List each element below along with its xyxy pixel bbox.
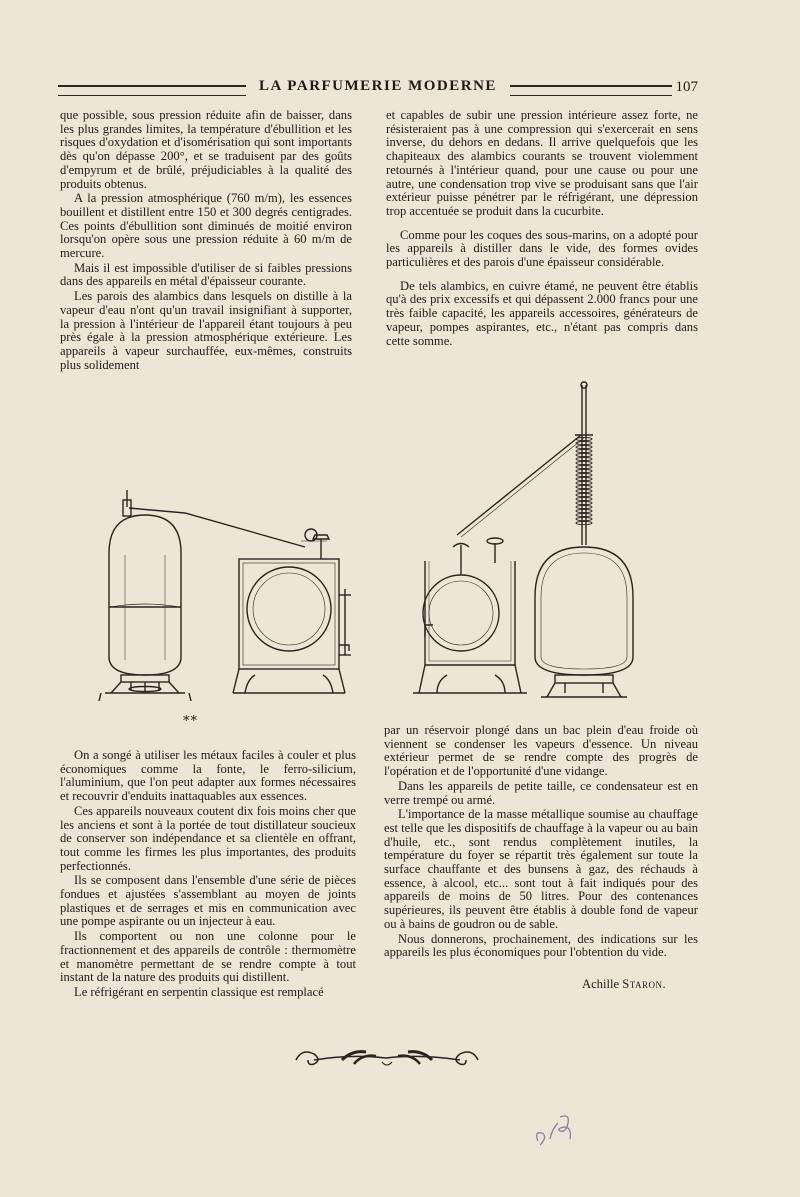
paragraph: On a songé à utiliser les métaux faciles à couler et plus économiques comme la fonte, le ferro-silicium, l'aluminium, que l'on peut adapter aux formes nécessaires et recouvrir d'enduits inattaquables aux essences. (60, 748, 356, 804)
fleuron-ornament (292, 1038, 482, 1078)
paragraph: De tels alambics, en cuivre étamé, ne peuvent être établis qu'à des prix excessifs et qui dépassent 2.000 francs pour une très faible capacité, les appareils accessoires, générateurs de vapeur, pompes aspirantes, etc., n'étant pas compris dans cette somme. (386, 278, 698, 348)
column-coil-ring (576, 513, 592, 516)
column-coil-ring (576, 493, 592, 496)
paragraph: Dans les appareils de petite taille, ce condensateur est en verre trempé ou armé. (384, 778, 698, 807)
column-coil-ring (576, 517, 592, 520)
column-coil-ring (576, 501, 592, 504)
column-coil-ring (576, 497, 592, 500)
paragraph: que possible, sous pression réduite afin de baisser, dans les plus grandes limites, la température d'ébullition et les risques d'oxydation et d'isomérisation qui sont importants dès qu'on dépasse 200°, et se traduisent par des goûts d'empyrum et de brûlé, préjudiciables à la qualité des produits obtenus. (60, 108, 352, 191)
column-coil-ring (576, 509, 592, 512)
paragraph: Comme pour les coques des sous-marins, on a adopté pour les appareils à distiller dans le vide, des formes ovides particulières et des parois d'une épaisseur considérable. (386, 227, 698, 270)
column-coil-ring (576, 441, 592, 444)
column-coil-ring (576, 505, 592, 508)
column-coil-ring (576, 465, 592, 468)
paragraph: Les parois des alambics dans lesquels on distille à la vapeur d'eau n'ont qu'un travail insignifiant à supporter, la pression à l'intérieur de l'appareil étant toujours à peu près égale à la pression atmosphérique extérieure. Les appareils à vapeur surchauffée, eux-mêmes, construits plus solidement (60, 289, 352, 372)
column-coil-ring (576, 485, 592, 488)
column-coil-ring (576, 477, 592, 480)
journal-title: LA PARFUMERIE MODERNE (259, 78, 497, 94)
handwritten-pencil-mark (530, 1105, 580, 1155)
paragraph: L'importance de la masse métallique soumise au chauffage est telle que les dispositifs de chauffage à la vapeur ou au bain d'huile, etc., sont rendus complètement inutiles, la température du foyer se répartit très également sur toute la surface chauffante et des bunsens à gaz, des réchauds à essence, à alcool, etc... sont tout à fait indiqués pour des appareils de moins de 50 litres. Pour des contenances supérieures, ils peuvent être établis à double fond de vapeur ou à bains de goudron ou de sable. (384, 807, 698, 931)
paragraph: Le réfrigérant en serpentin classique est remplacé (74, 984, 324, 999)
column-top-left (60, 109, 352, 372)
column-coil-ring (576, 481, 592, 484)
paragraph: Ces appareils nouveaux coutent dix fois moins cher que les anciens et sont à la portée de tout distillateur soucieux de conserver son indépendance et sa clientèle en offrant, tout comme les firmes les plus importantes, des produits perfectionnés. (60, 803, 356, 873)
column-coil-ring (576, 461, 592, 464)
right-still-drawing (413, 435, 585, 693)
author-first-name: Achille (582, 977, 620, 991)
column-bottom-left (60, 749, 356, 1000)
column-coil-ring (576, 457, 592, 460)
column-coil-ring (576, 453, 592, 456)
page-number: 107 (675, 79, 698, 95)
paragraph: Mais il est impossible d'utiliser de si faibles pressions dans des appareils en métal d'épaisseur courante. (60, 260, 352, 289)
running-header (58, 78, 698, 102)
vacuum-still-illustration (95, 375, 695, 705)
header-rule-right (510, 85, 672, 96)
section-separator: ** (183, 714, 198, 729)
header-rule-left (58, 85, 246, 96)
left-condenser-tank-drawing (233, 529, 351, 693)
paragraph: Nous donnerons, prochainement, des indications sur les appareils les plus économiques pour l'obtention du vide. (384, 931, 698, 960)
paragraph: par un réservoir plongé dans un bac plein d'eau froide où viennent se condenser les vapeurs d'essence. Un niveau extérieur permet de se rendre compte des progrès de l'opération et de l'opportunité d'une vidange. (384, 723, 698, 779)
paragraph: Ils se composent dans l'ensemble d'une série de pièces fondues et ajustées s'assemblant au moyen de joints plastiques et de serrages et mis en communication avec une pompe aspirante ou un injecteur à eau. (60, 873, 356, 929)
column-coil-ring (576, 469, 592, 472)
paragraph: A la pression atmosphérique (760 m/m), les essences bouillent et distillent entre 150 et 300 degrés centigrades. Ces points d'ébullition sont diminués de moitié environ lorsqu'on opère sous une pression réduite à 60 m/m de mercure. (60, 191, 352, 261)
column-coil-ring (576, 473, 592, 476)
column-coil-ring (576, 445, 592, 448)
paragraph: Ils comportent ou non une colonne pour le fractionnement et des appareils de contrôle : thermomètre et manomètre permettant de se rendre compte à tout instant de la nature des produits qui distillent. (60, 929, 356, 985)
author-last-name: Staron. (622, 977, 667, 991)
paragraph: et capables de subir une pression intérieure assez forte, ne résisteraient pas à une compression qui s'exercerait en sens inverse, du dehors en dedans. Il arrive quelquefois que les chapiteaux des alambics courants se trouvent violemment retournés à l'intérieur quand, pour une cause ou pour une autre, une condensation trop vive se produisant sans que l'air extérieur puisse pénétrer par le réfrigérant, une dépression trop accentuée se produit dans la cucurbite. (386, 108, 698, 218)
column-coil-ring (576, 449, 592, 452)
author-signature (582, 977, 666, 992)
column-top-right (386, 109, 698, 348)
column-coil-ring (576, 521, 592, 524)
column-coil-ring (576, 489, 592, 492)
fractionating-column-drawing (535, 382, 633, 697)
column-bottom-right (384, 724, 698, 960)
